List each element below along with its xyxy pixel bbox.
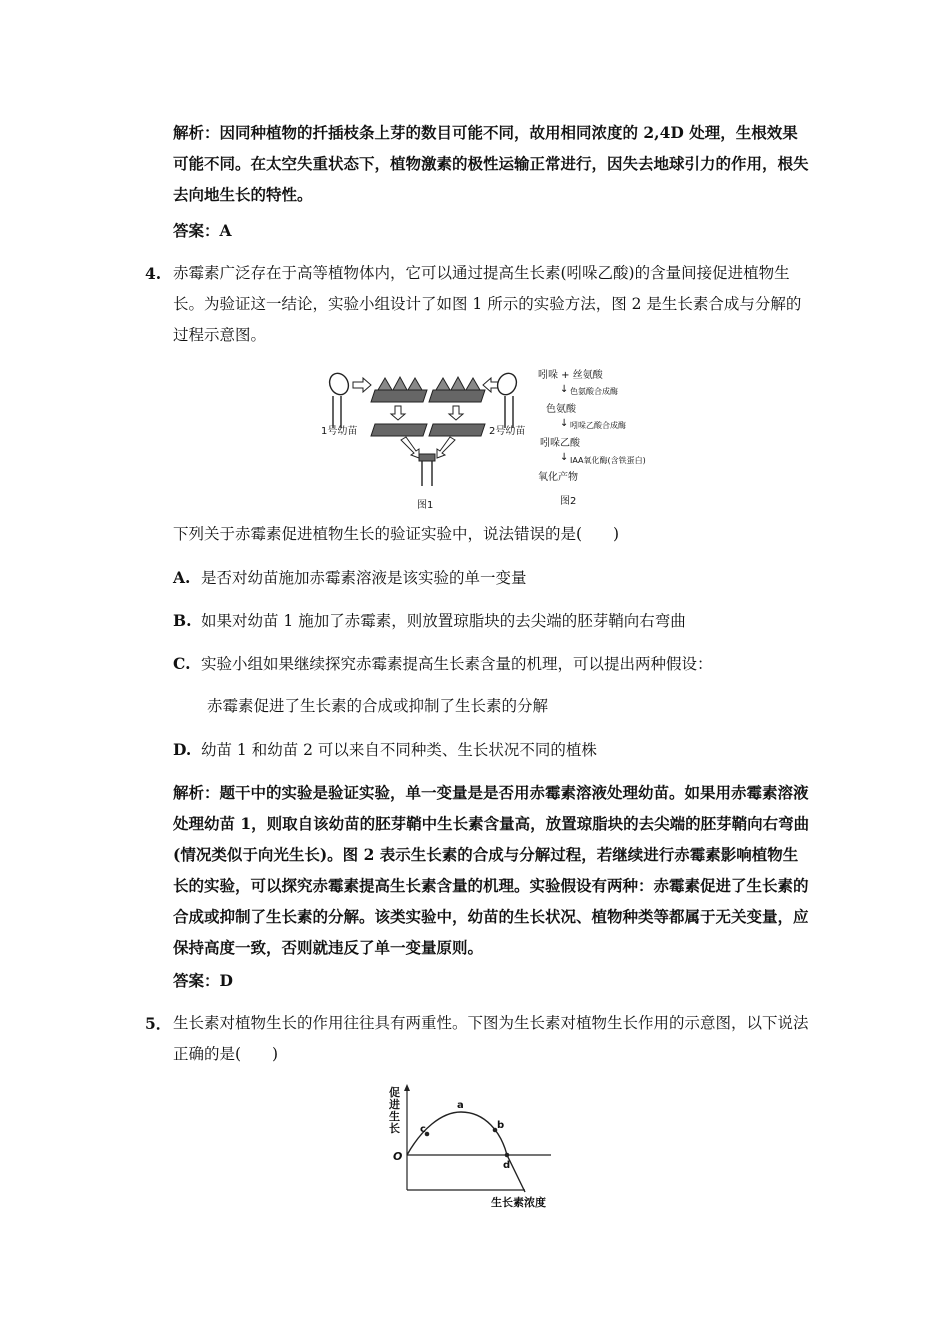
agar-block-mid-right bbox=[429, 424, 485, 436]
q4-answer: 答案：D bbox=[173, 971, 233, 990]
option-label: D. bbox=[173, 740, 192, 759]
option-label: C. bbox=[173, 654, 191, 673]
q5-stem: 生长素对植物生长的作用往往具有两重性。下图为生长素对植物生长作用的示意图，以下说法正确的是( ) bbox=[173, 1014, 809, 1063]
q5-graph bbox=[385, 1082, 565, 1212]
arrow-right-icon bbox=[353, 378, 371, 392]
label-d: d bbox=[503, 1160, 511, 1171]
q4-option-c-continued bbox=[207, 691, 548, 722]
prev-analysis: 解析：因同种植物的扦插枝条上芽的数目可能不同，故用相同浓度的 2,4D 处理，生根效果可能不同。在太空失重状态下，植物激素的极性运输正常进行，因失去地球引力的作用，根失去向地生长的特性。 bbox=[173, 123, 809, 204]
coleoptile-icon bbox=[419, 454, 435, 486]
q4-stem: 赤霉素广泛存在于高等植物体内，它可以通过提高生长素(吲哚乙酸)的含量间接促进植物生长。为验证这一结论，实验小组设计了如图 1 所示的实验方法，图 2 是生长素合成与分解的过程示意图。 bbox=[173, 264, 802, 344]
q4-question: 下列关于赤霉素促进植物生长的验证实验中，说法错误的是( ) bbox=[173, 525, 620, 543]
arrow-down-icon: ↓ bbox=[560, 452, 569, 463]
q4-figure2 bbox=[538, 370, 668, 520]
label-b: b bbox=[497, 1120, 505, 1131]
option-label: A. bbox=[173, 568, 191, 587]
label-a: a bbox=[457, 1100, 464, 1111]
ylabel-1: 促 bbox=[389, 1086, 400, 1099]
prev-answer: 答案：A bbox=[173, 221, 232, 240]
seedling-2-icon bbox=[494, 370, 520, 428]
fig2-enzyme-2: 吲哚乙酸合成酶 bbox=[570, 421, 626, 430]
arrow-down-icon: ↓ bbox=[560, 384, 569, 395]
figure2-caption: 图2 bbox=[560, 496, 577, 507]
arrow-down-icon: ↓ bbox=[560, 418, 569, 429]
q4-option-a bbox=[173, 562, 527, 594]
option-text: 是否对幼苗施加赤霉素溶液是该实验的单一变量 bbox=[201, 569, 527, 587]
option-text: 赤霉素促进了生长素的合成或抑制了生长素的分解 bbox=[207, 697, 549, 715]
seedling-1-icon bbox=[326, 370, 352, 428]
q4-option-d bbox=[173, 734, 597, 766]
q5-number: 5． bbox=[145, 1014, 172, 1033]
fig2-step-1: 吲哚 + 丝氨酸 bbox=[538, 370, 603, 381]
agar-block-top-left bbox=[371, 377, 427, 402]
ylabel-4: 长 bbox=[389, 1122, 400, 1135]
q4-option-c bbox=[173, 648, 713, 680]
q4-analysis: 解析：题干中的实验是验证实验，单一变量是是否用赤霉素溶液处理幼苗。如果用赤霉素溶液处理幼苗 1，则取自该幼苗的胚芽鞘中生长素含量高，放置琼脂块的去尖端的胚芽鞘向右弯曲(情况类似于向光生长)。图 2 表示生长素的合成与分解过程，若继续进行赤霉素影响植物生长的实验，可以探究赤霉素提高生长素含量的机理。实验假设有两种：赤霉素促进了生长素的合成或抑制了生长素的分解。该类实验中，幼苗的生长状况、植物种类等都属于无关变量，应保持高度一致，否则就违反了单一变量原则。 bbox=[173, 783, 810, 957]
q4-figure1 bbox=[315, 368, 525, 518]
fig2-step-2: 色氨酸 bbox=[546, 404, 576, 415]
option-text: 如果对幼苗 1 施加了赤霉素，则放置琼脂块的去尖端的胚芽鞘向右弯曲 bbox=[201, 612, 686, 630]
q4-number: 4. bbox=[145, 264, 162, 283]
origin-label: O bbox=[393, 1150, 403, 1163]
fig2-step-3: 吲哚乙酸 bbox=[540, 438, 580, 449]
option-text: 幼苗 1 和幼苗 2 可以来自不同种类、生长状况不同的植株 bbox=[201, 741, 597, 759]
option-label: B. bbox=[173, 611, 192, 630]
fig2-enzyme-1: 色氨酸合成酶 bbox=[570, 387, 618, 396]
point-d bbox=[505, 1153, 510, 1158]
ylabel-2: 进 bbox=[389, 1098, 400, 1111]
figure1-caption: 图1 bbox=[417, 500, 434, 511]
fig2-enzyme-3: IAA氧化酶(含铁蛋白) bbox=[570, 456, 646, 465]
ylabel-3: 生 bbox=[389, 1110, 400, 1123]
y-axis-arrow-icon bbox=[404, 1084, 410, 1091]
label-seedling-2: 2号幼苗 bbox=[489, 426, 525, 437]
agar-block-top-right bbox=[429, 377, 485, 402]
label-seedling-1: 1号幼苗 bbox=[321, 426, 358, 437]
arrow-down-icon bbox=[391, 406, 463, 420]
fig2-step-4: 氧化产物 bbox=[538, 472, 578, 483]
xlabel: 生长素浓度 bbox=[491, 1196, 546, 1209]
label-c: c bbox=[420, 1124, 426, 1135]
agar-block-mid-left bbox=[371, 424, 427, 436]
q4-option-b bbox=[173, 605, 686, 637]
option-text: 实验小组如果继续探究赤霉素提高生长素含量的机理，可以提出两种假设： bbox=[201, 655, 713, 673]
